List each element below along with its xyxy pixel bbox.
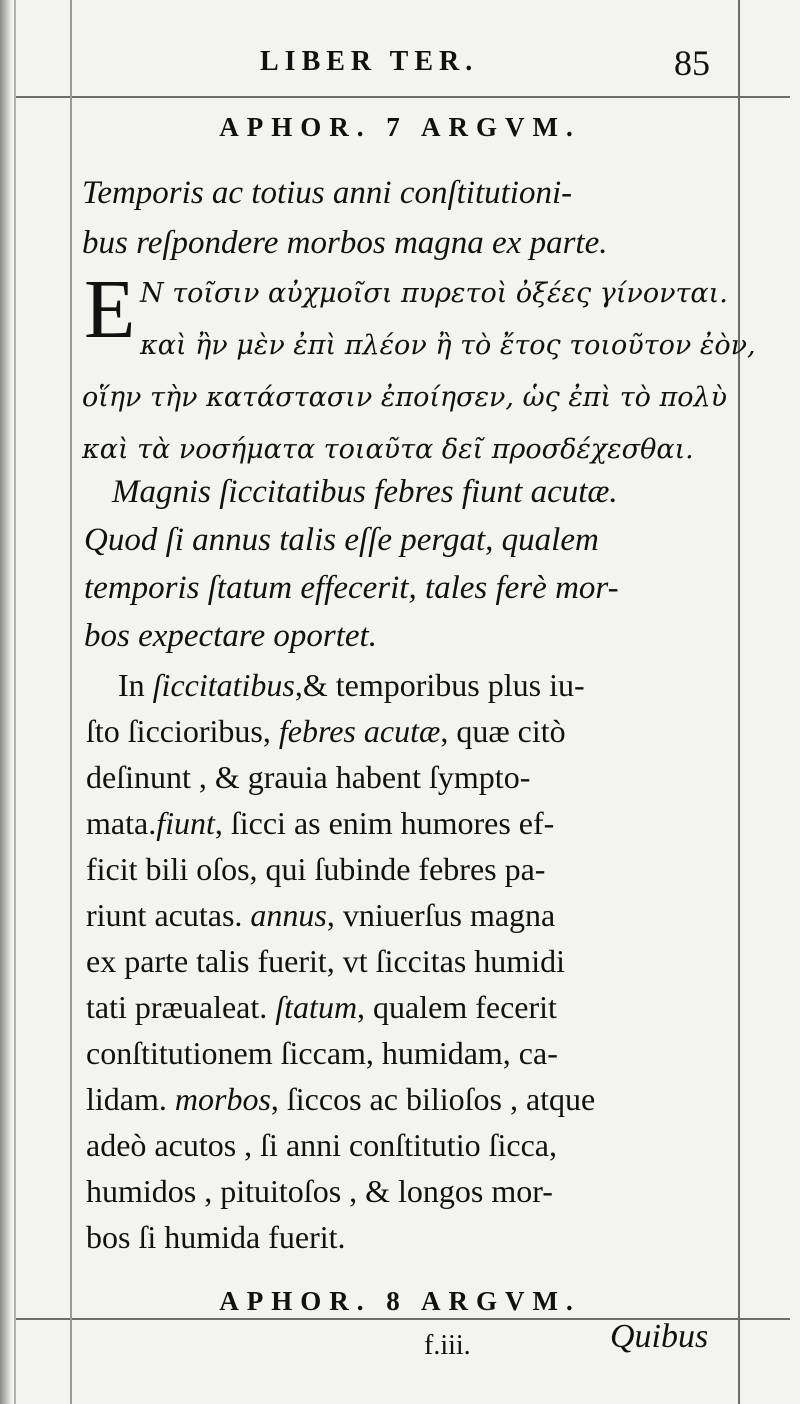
left-page-edge: [14, 0, 16, 1404]
italic-lemma: febres acutæ: [278, 713, 441, 749]
commentary-line: [86, 1122, 736, 1168]
greek-line: καὶ τὰ νοσήματα τοιαῦτα δεῖ προσδέχεσθαι.: [82, 434, 694, 465]
running-title: LIBER TER.: [260, 46, 479, 77]
commentary-text: mata.: [86, 805, 157, 841]
commentary-line: [86, 938, 736, 984]
commentary-text: , quæ citò: [440, 713, 566, 749]
commentary-text: tati præualeat.: [86, 989, 276, 1025]
latin-translation: [84, 468, 752, 660]
right-margin-rule: [738, 0, 740, 1404]
argument-line: bus reſpondere morbos magna ex parte.: [82, 225, 608, 261]
commentary-text: lidam.: [86, 1081, 175, 1117]
argument-line: Temporis ac totius anni conſtitutioni-: [82, 175, 573, 211]
translation-line: Magnis ſiccitatibus febres fiunt acutæ.: [112, 474, 618, 510]
commentary-line: [86, 800, 736, 846]
left-margin-rule: [70, 0, 72, 1404]
commentary-text: , ſiccos ac bilioſos , atque: [270, 1081, 596, 1117]
italic-lemma: annus: [250, 897, 327, 933]
commentary-text: conſtitutionem ſiccam, humidam, ca-: [86, 1035, 558, 1071]
commentary-line: [86, 1168, 736, 1214]
drop-cap: E: [84, 263, 136, 356]
running-head: [0, 43, 800, 96]
page-number: 85: [674, 43, 710, 83]
commentary-text: riunt acutas.: [86, 897, 251, 933]
commentary-text: ſto ſiccioribus,: [86, 713, 279, 749]
commentary-text: In: [118, 667, 153, 703]
top-rule: [14, 96, 790, 98]
catchword: Quibus: [610, 1318, 709, 1355]
italic-lemma: ſtatum: [275, 989, 358, 1025]
commentary-text: adeò acutos , ſi anni conſtitutio ſicca,: [86, 1127, 557, 1163]
italic-lemma: morbos: [174, 1081, 271, 1117]
commentary-line: [86, 846, 736, 892]
commentary-text: ficit bili oſos, qui ſubinde febres pa-: [86, 851, 546, 887]
translation-line: temporis ſtatum effecerit, tales ferè mor-: [84, 570, 619, 606]
italic-lemma: ſiccitatibus: [152, 667, 295, 703]
commentary-line: [86, 1076, 736, 1122]
commentary-line: [86, 1214, 736, 1260]
translation-line: bos expectare oportet.: [84, 618, 377, 654]
greek-line: οἵην τὴν κατάστασιν ἐποίησεν, ὡς ἐπὶ τὸ πολὺ: [82, 382, 728, 413]
greek-line: καὶ ἢν μὲν ἐπὶ πλέον ἢ τὸ ἔτος τοιοῦτον ἐὸν,: [140, 330, 756, 361]
greek-text: [82, 263, 756, 476]
aphorism-7-heading: APHOR. 7 ARGVM.: [219, 112, 581, 142]
commentary-line: [86, 892, 736, 938]
page-gutter-shadow: [0, 0, 12, 1404]
commentary-text: ex parte talis fuerit, vt ſiccitas humidi: [86, 943, 565, 979]
commentary-line: [86, 708, 736, 754]
commentary-text: , vniuerſus magna: [326, 897, 556, 933]
commentary-line: [86, 662, 736, 708]
signature-mark: f.iii.: [424, 1330, 471, 1361]
commentary: [86, 662, 736, 1260]
commentary-text: , ſicci as enim humores ef-: [214, 805, 555, 841]
aphorism-8-heading: APHOR. 8 ARGVM.: [219, 1286, 581, 1316]
translation-line: Quod ſi annus talis eſſe pergat, qualem: [84, 522, 599, 558]
commentary-text: ,& temporibus plus iu-: [294, 667, 585, 703]
commentary-line: [86, 1030, 736, 1076]
aphorism-argument: [82, 168, 732, 268]
commentary-text: , qualem fecerit: [357, 989, 557, 1025]
greek-line: N τοῖσιν αὐχμοῖσι πυρετοὶ ὀξέες γίνονται.: [140, 278, 728, 309]
commentary-line: [86, 984, 736, 1030]
commentary-text: bos ſi humida fuerit.: [86, 1219, 346, 1255]
commentary-text: deſinunt , & grauia habent ſympto-: [86, 759, 531, 795]
italic-lemma: fiunt: [156, 805, 215, 841]
commentary-text: humidos , pituitoſos , & longos mor-: [86, 1173, 553, 1209]
commentary-line: [86, 754, 736, 800]
